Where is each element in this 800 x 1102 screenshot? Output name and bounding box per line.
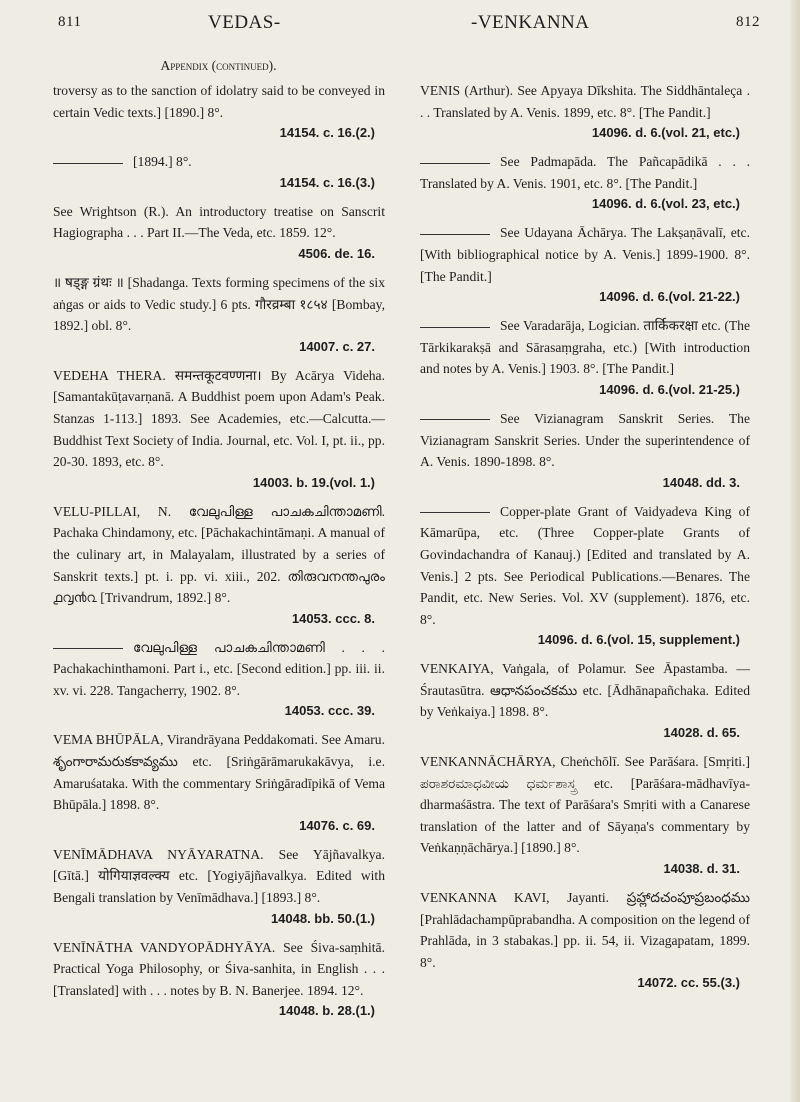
catalogue-entry: [1894.] 8°. 14154. c. 16.(3.) <box>53 151 385 193</box>
shelfmark: 14154. c. 16.(3.) <box>279 174 375 190</box>
shelfmark: 14096. d. 6.(vol. 21-22.) <box>599 289 740 305</box>
catalogue-entry: VENKANNĀCHĀRYA, Cheṅchōlī. See Parāśara. [Smṛiti.] ಪರಾಶರಮಾಧವೀಯ ಧರ್ಮಶಾಸ್ತ್ರ etc. [Parāśara-mādhavīya-dharmaśāstra. The text of Parāśara's Smṛiti with a Canarese translation of the latter and of Sāyaṇa's commentary by Veṅkaṇṇāchārya.] [1890.] 8°. 14038. d. 31. <box>420 751 750 879</box>
catalogue-entry: വേലുപിള്ള പാചകചിന്താമണി . . . Pachakachinthamoni. Part i., etc. [Second edition.] pp. iii. ii. xv. vi. 228. Tangacherry, 1902. 8°. 14053. ccc. 39. <box>53 637 385 722</box>
ditto-rule <box>420 512 490 513</box>
ditto-rule <box>420 234 490 235</box>
header-left-title: VEDAS- <box>208 12 281 33</box>
running-header <box>0 8 800 34</box>
appendix-subheading: Appendix (continued). <box>160 58 277 73</box>
catalogue-entry: Copper-plate Grant of Vaidyadeva King of Kāmarūpa, etc. (Three Copper-plate Grants of Govindachandra of Kanauj.) [Edited and translated by A. Venis.] 2 pts. See Periodical Publications.—Benares. The Pandit, etc. New Series. Vol. XV (supplement). 1876, etc. 8°. 14096. d. 6.(vol. 15, supplement.) <box>420 501 750 651</box>
shelfmark: 14007. c. 27. <box>299 338 375 354</box>
catalogue-entry: VELU-PILLAI, N. വേലുപിള്ള പാചകചിന്താമണി. Pachaka Chindamony, etc. [Pāchakachintāmaṇi. A manual of the culinary art, in Malayalam, illustrated by a series of Sanskrit texts.] pt. i. pp. vi. xiii., 202. തിരുവനന്തപുരം ൧൮൯൨ [Trivandrum, 1892.] 8°. 14053. ccc. 8. <box>53 501 385 629</box>
catalogue-entry: VENKAIYA, Vaṅgala, of Polamur. See Āpastamba. — Śrautasūtra. ఆధానపంచకము etc. [Ādhānapañchaka. Edited by Veṅkaiya.] 1898. 8°. 14028. d. 65. <box>420 658 750 743</box>
catalogue-entry: VEDEHA THERA. समन्तकूटवण्णना। By Acārya Videha. [Samantakūṭavarṇanā. A Buddhist poem upon Adam's Peak. Stanzas 1-113.] 1893. See Academies, etc.—Calcutta.—Buddhist Text Society of India. Journal, etc. Vol. I, pt. ii., pp. 20-30. 1893, etc. 8°. 14003. b. 19.(vol. 1.) <box>53 365 385 493</box>
right-column <box>420 80 750 1001</box>
shelfmark: 14154. c. 16.(2.) <box>279 125 375 141</box>
page-edge-shadow <box>790 0 800 1102</box>
shelfmark: 14076. c. 69. <box>299 817 375 833</box>
shelfmark: 14096. d. 6.(vol. 23, etc.) <box>591 196 740 212</box>
catalogue-entry: See Padmapāda. The Pañcapādikā . . . Translated by A. Venis. 1901, etc. 8°. [The Pandit.] 14096. d. 6.(vol. 23, etc.) <box>420 151 750 214</box>
catalogue-entry: See Vizianagram Sanskrit Series. The Vizianagram Sanskrit Series. Under the superintendence of A. Venis. 1890-1898. 8°. 14048. dd. 3. <box>420 408 750 493</box>
ditto-rule <box>420 163 490 164</box>
left-column <box>53 80 385 1029</box>
shelfmark: 14048. bb. 50.(1.) <box>270 910 375 926</box>
shelfmark: 4506. de. 16. <box>298 245 375 261</box>
shelfmark: 14028. d. 65. <box>663 725 740 741</box>
shelfmark: 14003. b. 19.(vol. 1.) <box>252 474 375 490</box>
page-number-right: 812 <box>736 14 760 30</box>
header-right-title: -VENKANNA <box>471 12 590 33</box>
shelfmark: 14072. cc. 55.(3.) <box>637 975 740 991</box>
shelfmark: 14096. d. 6.(vol. 21, etc.) <box>591 125 740 141</box>
catalogue-entry: VENĪNĀTHA VANDYOPĀDHYĀYA. See Śiva-saṃhitā. Practical Yoga Philosophy, or Śiva-sanhita, in English . . . [Translated] with . . . notes by B. N. Banerjee. 1894. 12°. 14048. b. 28.(1.) <box>53 937 385 1022</box>
catalogue-entry: See Wrightson (R.). An introductory treatise on Sanscrit Hagiographa . . . Part II.—The Veda, etc. 1859. 12°. 4506. de. 16. <box>53 201 385 264</box>
catalogue-entry: See Udayana Āchārya. The Lakṣaṇāvalī, etc. [With bibliographical notice by A. Venis.] 1899-1900. 8°. [The Pandit.] 14096. d. 6.(vol. 21-22.) <box>420 222 750 307</box>
ditto-rule <box>53 163 123 164</box>
ditto-rule <box>420 327 490 328</box>
shelfmark: 14053. ccc. 8. <box>291 610 375 626</box>
ditto-rule <box>420 419 490 420</box>
shelfmark: 14096. d. 6.(vol. 15, supplement.) <box>537 632 740 648</box>
catalogue-entry: VEMA BHŪPĀLA, Virandrāyana Peddakomati. See Amaru. శృంగారామరుకకావ్యము etc. [Sriṅgārāmarukakāvya, i.e. Amaruśataka. With the commentary Sriṅgāradīpikā of Vema Bhūpāla.] 1898. 8°. 14076. c. 69. <box>53 729 385 835</box>
page-number-left: 811 <box>58 14 82 30</box>
catalogue-entry: VENIS (Arthur). See Apyaya Dīkshita. The Siddhāntaleça . . . Translated by A. Venis. 1899, etc. 8°. [The Pandit.] 14096. d. 6.(vol. 21, etc.) <box>420 80 750 143</box>
catalogue-entry: ॥ षड्ङ्ग ग्रंथः ॥ [Shadanga. Texts forming specimens of the six aṅgas or aids to Vedic study.] 6 pts. गौरव्रम्बा १८५४ [Bombay, 1892.] obl. 8°. 14007. c. 27. <box>53 272 385 357</box>
shelfmark: 14048. b. 28.(1.) <box>278 1003 375 1019</box>
ditto-rule <box>53 648 123 649</box>
catalogue-entry: VENKANNA KAVI, Jayanti. ప్రహ్లాదచంపూప్రబంధము [Prahlādachampūprabandha. A composition on the legend of Prahlāda, in 3 stabakas.] pp. ii. 54, ii. Vizagapatam, 1899. 8°. 14072. cc. 55.(3.) <box>420 887 750 993</box>
shelfmark: 14096. d. 6.(vol. 21-25.) <box>599 381 740 397</box>
catalogue-entry: VENĪMĀDHAVA NYĀYARATNA. See Yājñavalkya. [Gītā.] योगियाज्ञवल्क्य etc. [Yogiyājñavalkya. Edited with Bengali translation by Venīmādhava.] [1893.] 8°. 14048. bb. 50.(1.) <box>53 844 385 929</box>
shelfmark: 14048. dd. 3. <box>662 474 740 490</box>
catalogue-entry: troversy as to the sanction of idolatry said to be conveyed in certain Vedic texts.] [1890.] 8°. 14154. c. 16.(2.) <box>53 80 385 143</box>
shelfmark: 14038. d. 31. <box>663 861 740 877</box>
shelfmark: 14053. ccc. 39. <box>284 703 375 719</box>
catalogue-entry: See Varadarāja, Logician. तार्किकरक्षा etc. (The Tārkikarakṣā and Sārasaṃgraha, etc.) [With introduction and notes by A. Venis.] 1903. 8°. [The Pandit.] 14096. d. 6.(vol. 21-25.) <box>420 315 750 400</box>
